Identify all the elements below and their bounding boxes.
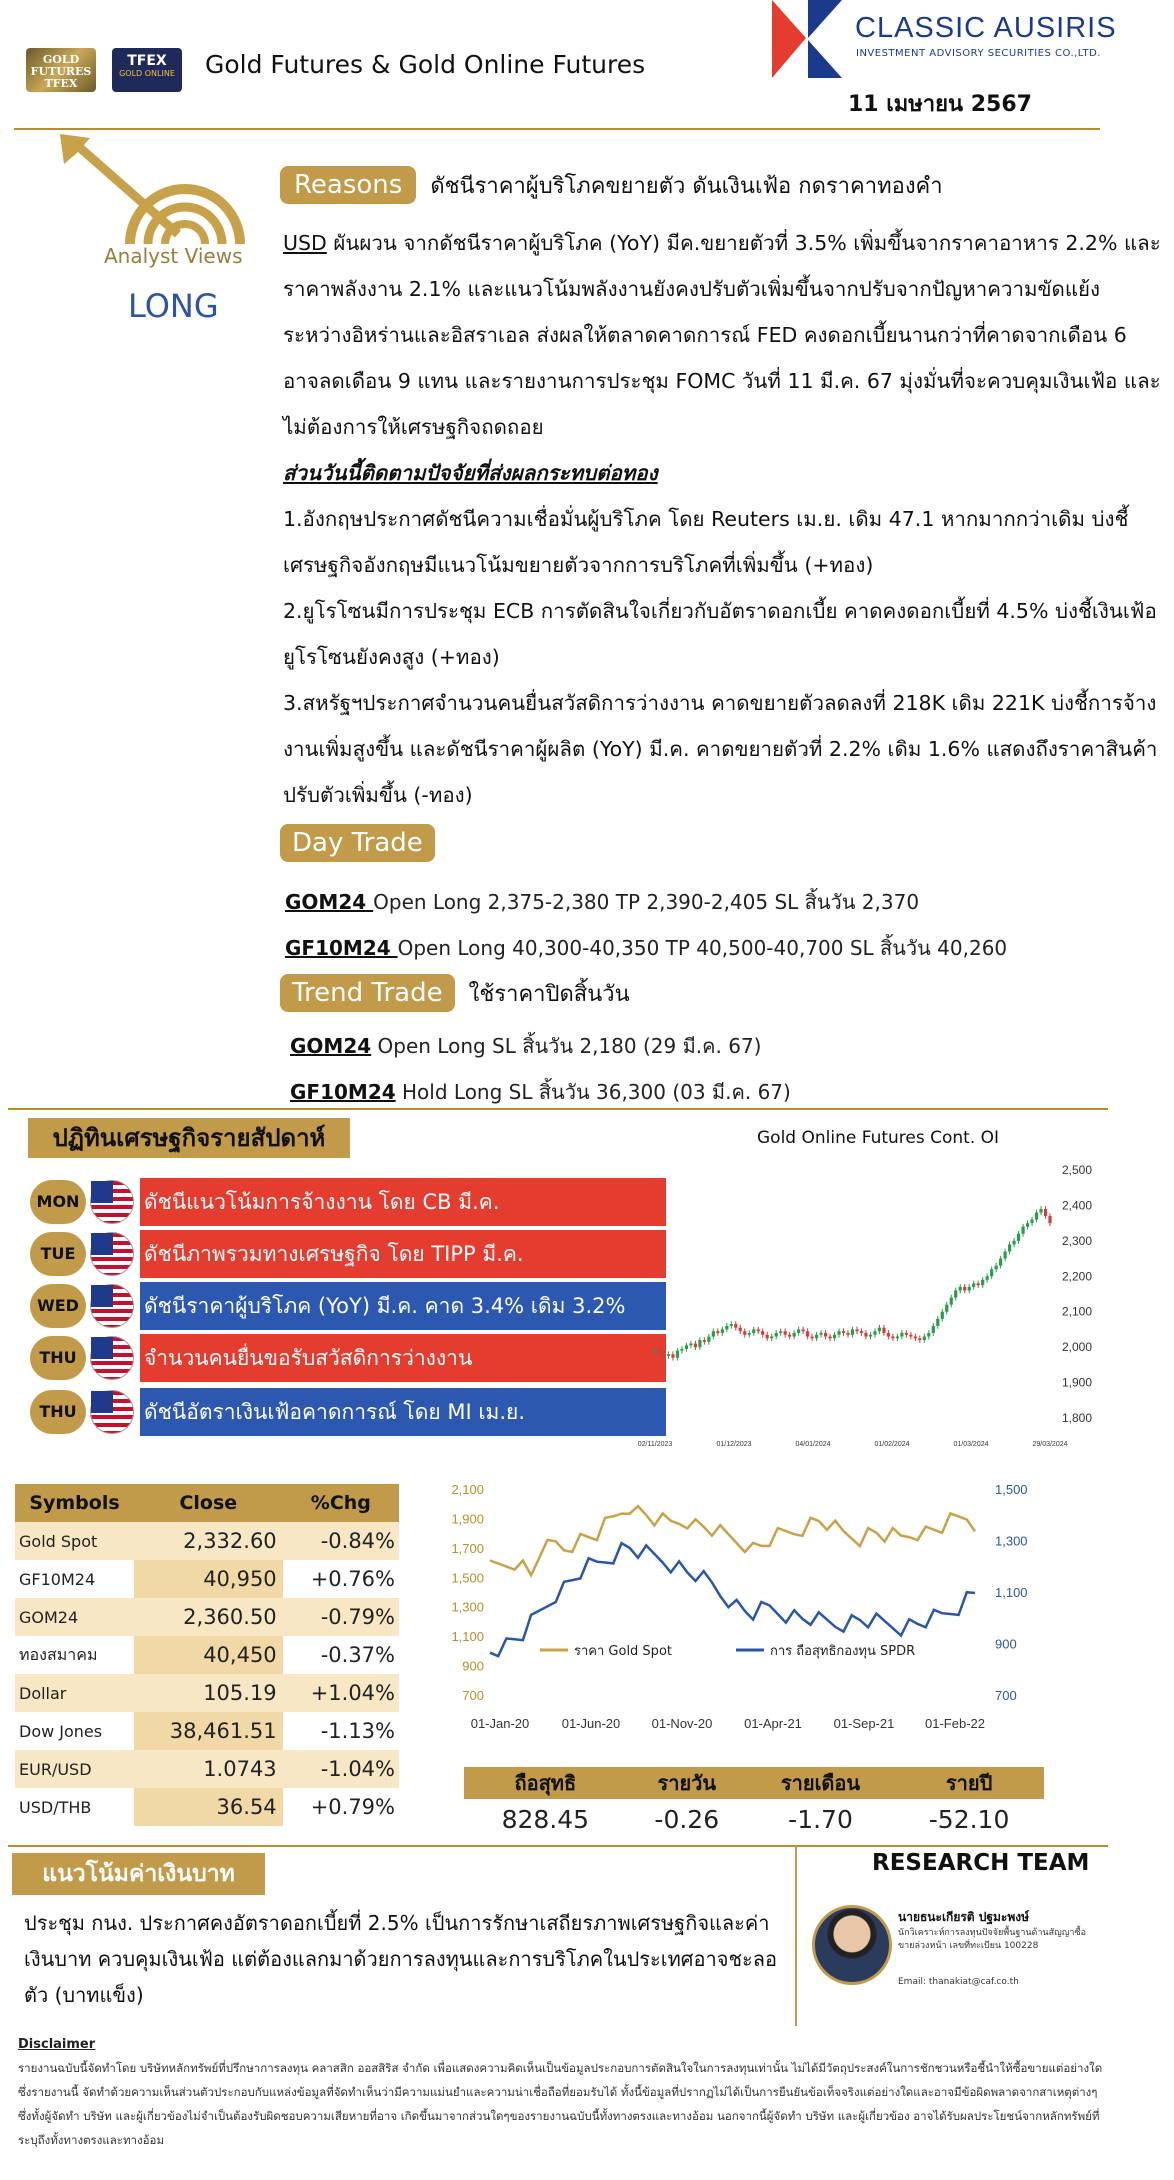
- y-tick-label: 2,300: [1062, 1233, 1093, 1248]
- trade-symbol: GOM24: [290, 1034, 372, 1058]
- cell-name: Dollar: [15, 1674, 134, 1712]
- reasons-body: [283, 220, 1163, 818]
- candle-body: [986, 1276, 989, 1280]
- table-row: [15, 1750, 399, 1788]
- candle-body: [784, 1331, 787, 1335]
- candle-body: [797, 1329, 800, 1333]
- y-right-tick-label: 1,100: [995, 1585, 1028, 1600]
- candle-body: [775, 1333, 778, 1337]
- candle-body: [815, 1335, 818, 1339]
- candle-body: [950, 1298, 953, 1305]
- candle-body: [927, 1333, 930, 1337]
- calendar-event: ดัชนีภาพรวมทางเศรษฐกิจ โดย TIPP มี.ค.: [140, 1230, 666, 1278]
- disclaimer-title: Disclaimer: [18, 2037, 96, 2052]
- today-heading: ส่วนวันนี้ติดตามปัจจัยที่ส่งผลกระทบต่อทอง: [283, 461, 658, 485]
- x-tick-label: 01-Jan-20: [470, 1716, 530, 1731]
- flow-value: -52.10: [928, 1804, 1010, 1834]
- reasons-header: [280, 166, 943, 204]
- oi-chart-title: Gold Online Futures Cont. OI: [757, 1128, 1000, 1148]
- section-divider: [8, 1108, 1108, 1110]
- x-tick-label: 01/12/2023: [716, 1441, 752, 1448]
- candle-body: [806, 1331, 809, 1336]
- flow-header: รายวัน: [627, 1767, 747, 1799]
- trade-text: Open Long SL สิ้นวัน 2,180 (29 มี.ค. 67): [371, 1034, 762, 1058]
- candle-body: [851, 1329, 854, 1334]
- candle-body: [1035, 1213, 1038, 1220]
- candle-body: [743, 1331, 746, 1335]
- gold-spdr-chart: [440, 1478, 1030, 1738]
- trade-symbol: GF10M24: [290, 1080, 396, 1104]
- calendar-title: ปฏิทินเศรษฐกิจรายสัปดาห์: [28, 1118, 350, 1158]
- candle-body: [941, 1312, 944, 1319]
- candle-body: [878, 1328, 881, 1332]
- cell-close: 2,360.50: [134, 1598, 283, 1636]
- candle-body: [999, 1259, 1002, 1266]
- report-date: 11 เมษายน 2567: [848, 92, 1032, 117]
- analyst-name: นายธนะเกียรติ ปฐมะพงษ์: [898, 1910, 1030, 1924]
- us-flag-icon: [90, 1180, 134, 1224]
- candle-body: [680, 1349, 683, 1351]
- us-flag-icon: [90, 1336, 134, 1380]
- day-badge: THU: [30, 1336, 86, 1380]
- y-tick-label: 2,400: [1062, 1198, 1093, 1213]
- reasons-pill: Reasons: [280, 166, 416, 204]
- trade-text: Open Long 2,375-2,380 TP 2,390-2,405 SL สิ้นวัน 2,370: [373, 890, 920, 914]
- brand-subtitle: INVESTMENT ADVISORY SECURITIES CO.,LTD.: [856, 48, 1101, 59]
- candle-body: [1044, 1209, 1047, 1216]
- table-row: [15, 1674, 399, 1712]
- cell-chg: -1.04%: [283, 1750, 399, 1788]
- candle-body: [914, 1337, 917, 1339]
- baht-text: ประชุม กนง. ประกาศคงอัตราดอกเบี้ยที่ 2.5% เป็นการรักษาเสถียรภาพเศรษฐกิจและค่าเงินบาท ควบคุมเงินเฟ้อ แต่ต้องแลกมาด้วยการลงทุนและการบริโภคในประเทศอาจชะลอตัว (บาทแข็ง): [24, 1911, 778, 2007]
- col-header-chg: %Chg: [283, 1484, 399, 1522]
- candle-body: [653, 1351, 656, 1353]
- candle-body: [887, 1333, 890, 1337]
- candle-body: [721, 1329, 724, 1333]
- col-header-close: Close: [134, 1484, 283, 1522]
- candle-body: [716, 1331, 719, 1333]
- candle-body: [689, 1344, 692, 1346]
- cell-chg: +0.79%: [283, 1788, 399, 1826]
- table-row: [15, 1560, 399, 1598]
- calendar-event: ดัชนีอัตราเงินเฟ้อคาดการณ์ โดย MI เม.ย.: [140, 1388, 666, 1436]
- y-left-tick-label: 1,100: [451, 1629, 484, 1645]
- candle-body: [972, 1283, 975, 1287]
- trade-symbol: GOM24: [285, 890, 374, 914]
- us-flag-icon: [90, 1232, 134, 1276]
- candle-body: [882, 1328, 885, 1333]
- y-right-tick-label: 700: [995, 1688, 1017, 1703]
- brand-name: CLASSIC AUSIRIS: [855, 12, 1117, 44]
- flow-value-row: [464, 1799, 1044, 1839]
- tfex-logo-sub: GOLD ONLINE: [119, 69, 175, 78]
- trade-symbol: GF10M24: [285, 936, 398, 960]
- gold-futures-logo: GOLD FUTURES TFEX: [26, 48, 96, 92]
- candle-body: [842, 1331, 845, 1333]
- candle-body: [981, 1280, 984, 1285]
- research-divider: [795, 1846, 797, 2026]
- cell-chg: +1.04%: [283, 1674, 399, 1712]
- analyst-views-label: Analyst Views: [104, 244, 243, 268]
- usd-text: ผันผวน จากดัชนีราคาผู้บริโภค (YoY) มีค.ขยายตัวที่ 3.5% เพิ่มขึ้นจากราคาอาหาร 2.2% และราคาพลังงาน 2.1% และแนวโน้มพลังงานยังคงปรับตัวเพิ่มขึ้นจากปรับจากปัญหาความขัดแย้งระหว่างอิหร่านและอิสราเอล ส่งผลให้ตลาดคาดการณ์ FED คงดอกเบี้ยนานกว่าที่คาดจากเดือน 6 อาจลดเดือน 9 แทน และรายงานการประชุม FOMC วันที่ 11 มี.ค. 67 มุ่งมั่นที่จะควบคุมเงินเฟ้อ และไม่ต้องการให้เศรษฐกิจถดถอย: [283, 231, 1161, 439]
- table-row: [15, 1636, 399, 1674]
- y-left-tick-label: 2,100: [451, 1482, 484, 1497]
- x-tick-label: 01-Apr-21: [744, 1716, 802, 1731]
- symbols-header-row: [15, 1484, 399, 1522]
- usd-label: USD: [283, 231, 327, 255]
- candle-body: [667, 1354, 670, 1356]
- page-title: Gold Futures & Gold Online Futures: [205, 50, 646, 79]
- target-arrow-icon: [60, 134, 250, 254]
- calendar-event: ดัชนีแนวโน้มการจ้างงาน โดย CB มี.ค.: [140, 1178, 666, 1226]
- y-left-tick-label: 900: [462, 1658, 484, 1674]
- candle-body: [658, 1351, 661, 1353]
- y-tick-label: 2,100: [1062, 1304, 1093, 1319]
- candle-body: [932, 1326, 935, 1333]
- candle-body: [671, 1354, 674, 1358]
- cell-name: Gold Spot: [15, 1522, 134, 1560]
- candle-body: [748, 1333, 751, 1335]
- day-badge: MON: [30, 1180, 86, 1224]
- y-left-tick-label: 1,500: [451, 1570, 484, 1586]
- candle-body: [725, 1326, 728, 1330]
- cell-chg: -0.79%: [283, 1598, 399, 1636]
- cell-close: 40,950: [134, 1560, 283, 1598]
- y-tick-label: 2,200: [1062, 1269, 1093, 1284]
- candle-body: [811, 1337, 814, 1339]
- y-tick-label: 1,800: [1062, 1411, 1093, 1425]
- candle-body: [707, 1337, 710, 1342]
- candle-body: [905, 1333, 908, 1335]
- x-tick-label: 01-Sep-21: [833, 1716, 895, 1731]
- y-left-tick-label: 1,900: [451, 1511, 484, 1527]
- trade-text: Open Long 40,300-40,350 TP 40,500-40,700 SL สิ้นวัน 40,260: [397, 936, 1008, 960]
- candle-body: [802, 1329, 805, 1331]
- disclaimer-text: รายงานฉบับนี้จัดทำโดย บริษัทหลักทรัพย์ที่ปรึกษาการลงทุน คลาสสิก ออสสิริส จำกัด เพื่อแสดงความคิดเห็นเป็นข้อมูลประกอบการตัดสินใจในการลงทุนเท่านั้น ไม่ได้มีวัตถุประสงค์ในการชักชวนหรือชี้นำให้ซื้อขายแต่อย่างใด ซึ่งรายงานนี้ จัดทำด้วยความเห็นส่วนตัวประกอบกับแหล่งข้อมูลที่จัดทำเห็นว่ามีความแม่นยำและความน่าเชื่อถือที่ยอมรับได้ ทั้งนี้ข้อมูลที่ปรากฏไม่ได้เป็นการยืนยันข้อเท็จจริงแต่อย่างใดและอาจมีข้อผิดพลาดจากสาเหตุต่างๆ ซึ่งทั้งผู้จัดทำ บริษัท และผู้เกี่ยวข้องไม่จำเป็นต้องรับผิดชอบความเสียหายที่อาจ เกิดขึ้นมาจากส่วนใดๆของรายงานฉบับนี้ทั้งทางตรงและทางอ้อม นอกจากนี้ผู้จัดทำ บริษัท และผู้เกี่ยวข้อง อาจได้รับผลประโยชน์จากหลักทรัพย์ที่ระบุถึงทั้งทางตรงและทางอ้อม: [18, 2061, 1103, 2147]
- y-right-tick-label: 1,500: [995, 1482, 1028, 1497]
- cell-chg: +0.76%: [283, 1560, 399, 1598]
- candle-body: [685, 1345, 688, 1349]
- x-tick-label: 01/03/2024: [953, 1441, 989, 1448]
- candle-body: [855, 1329, 858, 1331]
- candle-body: [923, 1337, 926, 1341]
- trend-trade-line: [290, 1030, 762, 1062]
- x-tick-label: 01-Jun-20: [561, 1716, 621, 1731]
- candle-body: [734, 1324, 737, 1328]
- cell-name: USD/THB: [15, 1788, 134, 1826]
- y-tick-label: 1,900: [1062, 1375, 1093, 1390]
- cell-name: ทองสมาคม: [15, 1636, 134, 1674]
- candle-body: [730, 1324, 733, 1326]
- candle-body: [833, 1335, 836, 1339]
- trend-trade-pill: Trend Trade: [280, 974, 455, 1012]
- candle-body: [869, 1335, 872, 1337]
- y-right-tick-label: 900: [995, 1636, 1017, 1652]
- cell-close: 2,332.60: [134, 1522, 283, 1560]
- us-flag-icon: [90, 1284, 134, 1328]
- candle-body: [766, 1335, 769, 1339]
- candle-body: [900, 1333, 903, 1337]
- baht-title: แนวโน้มค่าเงินบาท: [12, 1853, 265, 1895]
- day-trade-pill: Day Trade: [280, 824, 435, 862]
- candle-body: [936, 1319, 939, 1326]
- y-right-tick-label: 1,300: [995, 1533, 1028, 1549]
- day-badge: WED: [30, 1284, 86, 1328]
- baht-divider: [8, 1845, 1108, 1847]
- candle-body: [954, 1290, 957, 1297]
- col-header-symbols: Symbols: [15, 1484, 134, 1522]
- legend-label: การ ถือสุทธิกองทุน SPDR: [770, 1644, 916, 1659]
- candle-body: [1021, 1227, 1024, 1234]
- flow-header: ถือสุทธิ: [464, 1767, 627, 1799]
- analyst-email: Email: thanakiat@caf.co.th: [898, 1977, 1019, 1987]
- symbols-table: [15, 1484, 399, 1826]
- y-left-tick-label: 1,700: [451, 1540, 484, 1556]
- company-logo-icon: [772, 0, 842, 78]
- usd-paragraph: [283, 220, 1163, 450]
- candle-body: [757, 1329, 760, 1331]
- calendar-event: จำนวนคนยื่นขอรับสวัสดิการว่างงาน: [140, 1334, 666, 1382]
- series-line: [490, 1506, 975, 1575]
- candle-body: [945, 1305, 948, 1312]
- trend-trade-header: [280, 974, 630, 1012]
- cell-chg: -1.13%: [283, 1712, 399, 1750]
- candle-body: [819, 1333, 822, 1335]
- table-row: [15, 1522, 399, 1560]
- tfex-logo: [112, 48, 182, 92]
- research-team-title: RESEARCH TEAM: [872, 1850, 1090, 1876]
- candle-body: [694, 1344, 697, 1348]
- candle-body: [846, 1333, 849, 1335]
- candle-body: [770, 1337, 773, 1339]
- cell-name: EUR/USD: [15, 1750, 134, 1788]
- legend-label: ราคา Gold Spot: [574, 1644, 672, 1659]
- candle-body: [1004, 1251, 1007, 1258]
- candle-body: [698, 1340, 701, 1347]
- cell-close: 1.0743: [134, 1750, 283, 1788]
- candle-body: [860, 1331, 863, 1333]
- candle-body: [1048, 1216, 1051, 1223]
- flow-value: -0.26: [654, 1804, 720, 1834]
- candle-body: [828, 1337, 831, 1339]
- y-tick-label: 2,500: [1062, 1163, 1093, 1177]
- candle-body: [779, 1331, 782, 1333]
- candle-body: [968, 1287, 971, 1291]
- flow-header: รายปี: [894, 1767, 1044, 1799]
- candle-body: [761, 1331, 764, 1335]
- flow-header: รายเดือน: [747, 1767, 894, 1799]
- candle-body: [739, 1328, 742, 1332]
- candle-body: [891, 1337, 894, 1339]
- day-trade-line: [285, 886, 919, 918]
- analyst-photo: [812, 1905, 892, 1985]
- flow-value: 828.45: [501, 1804, 590, 1834]
- tfex-logo-text: TFEX: [127, 53, 167, 69]
- x-tick-label: 01/02/2024: [874, 1441, 910, 1448]
- series-line: [490, 1543, 975, 1656]
- factor-item: 2.ยูโรโซนมีการประชุม ECB การตัดสินใจเกี่ยวกับอัตราดอกเบี้ย คาดคงดอกเบี้ยที่ 4.5% บ่งชี้เงินเฟ้อยูโรโซนยังคงสูง (+ทอง): [283, 599, 1157, 669]
- candle-body: [1012, 1241, 1015, 1245]
- x-tick-label: 02/11/2023: [637, 1441, 673, 1448]
- candle-body: [990, 1269, 993, 1276]
- cell-name: GF10M24: [15, 1560, 134, 1598]
- day-trade-line: [285, 932, 1007, 964]
- trend-trade-line: [290, 1076, 791, 1108]
- candle-body: [909, 1335, 912, 1337]
- candle-body: [662, 1352, 665, 1356]
- candle-body: [703, 1340, 706, 1342]
- candle-body: [837, 1331, 840, 1335]
- x-tick-label: 01-Nov-20: [651, 1716, 713, 1731]
- position-long: LONG: [128, 287, 219, 325]
- candle-body: [824, 1333, 827, 1337]
- cell-name: GOM24: [15, 1598, 134, 1636]
- candle-body: [977, 1283, 980, 1285]
- cell-close: 36.54: [134, 1788, 283, 1826]
- day-trade-header: [280, 828, 435, 858]
- factor-item: 1.อังกฤษประกาศดัชนีความเชื่อมั่นผู้บริโภค โดย Reuters เม.ย. เดิม 47.1 หากมากกว่าเดิม บ่งชี้เศรษฐกิจอังกฤษมีแนวโน้มขยายตัวจากการบริโภคที่เพิ่มขึ้น (+ทอง): [283, 507, 1129, 577]
- day-badge: TUE: [30, 1232, 86, 1276]
- cell-name: Dow Jones: [15, 1712, 134, 1750]
- flow-value: -1.70: [788, 1804, 853, 1834]
- cell-chg: -0.37%: [283, 1636, 399, 1674]
- table-row: [15, 1598, 399, 1636]
- spdr-flow-table: [464, 1767, 1044, 1839]
- x-tick-label: 01-Feb-22: [925, 1716, 985, 1731]
- candle-body: [712, 1331, 715, 1336]
- candle-body: [1039, 1209, 1042, 1213]
- y-left-tick-label: 1,300: [451, 1599, 484, 1615]
- candle-body: [995, 1266, 998, 1270]
- y-tick-label: 2,000: [1062, 1340, 1093, 1355]
- factor-item: 3.สหรัฐฯประกาศจำนวนคนยื่นสวัสดิการว่างงาน คาดขยายตัวลดลงที่ 218K เดิม 221K บ่งชี้การจ้างงานเพิ่มสูงขึ้น และดัชนีราคาผู้ผลิต (YoY) มี.ค. คาดขยายตัวที่ 2.2% เดิม 1.6% แสดงถึงราคาสินค้าปรับตัวเพิ่มขึ้น (-ทอง): [283, 691, 1158, 807]
- candle-body: [896, 1337, 899, 1339]
- candle-body: [676, 1351, 679, 1358]
- trend-trade-note: ใช้ราคาปิดสิ้นวัน: [468, 981, 630, 1007]
- candle-body: [1008, 1244, 1011, 1251]
- cell-chg: -0.84%: [283, 1522, 399, 1560]
- cell-close: 38,461.51: [134, 1712, 283, 1750]
- reasons-headline: ดัชนีราคาผู้บริโภคขยายตัว ดันเงินเฟ้อ กดราคาทองคำ: [430, 173, 943, 199]
- table-row: [15, 1788, 399, 1826]
- cell-close: 40,450: [134, 1636, 283, 1674]
- candle-body: [918, 1338, 921, 1340]
- candle-body: [788, 1335, 791, 1337]
- cell-close: 105.19: [134, 1674, 283, 1712]
- x-tick-label: 04/01/2024: [795, 1441, 831, 1448]
- trade-text: Hold Long SL สิ้นวัน 36,300 (03 มี.ค. 67): [395, 1080, 791, 1104]
- calendar-event: ดัชนีราคาผู้บริโภค (YoY) มี.ค. คาด 3.4% เดิม 3.2%: [140, 1282, 666, 1330]
- candle-body: [1017, 1234, 1020, 1241]
- y-left-tick-label: 700: [462, 1688, 484, 1703]
- table-row: [15, 1712, 399, 1750]
- candle-body: [752, 1329, 755, 1333]
- candle-body: [873, 1331, 876, 1335]
- candle-body: [1026, 1223, 1029, 1227]
- candle-body: [793, 1333, 796, 1337]
- oi-chart: [637, 1160, 1095, 1460]
- flow-header-row: [464, 1767, 1044, 1799]
- analyst-role: นักวิเคราะห์การลงทุนปัจจัยพื้นฐานด้านสัญญาซื้อขายล่วงหน้า เลขที่ทะเบียน 100228: [898, 1928, 1086, 1951]
- candle-body: [959, 1287, 962, 1291]
- day-badge: THU: [30, 1390, 86, 1434]
- x-tick-label: 29/03/2024: [1032, 1441, 1068, 1448]
- header-divider: [14, 128, 1100, 130]
- candle-body: [1030, 1220, 1033, 1224]
- candle-body: [864, 1333, 867, 1337]
- candle-body: [963, 1287, 966, 1291]
- us-flag-icon: [90, 1390, 134, 1434]
